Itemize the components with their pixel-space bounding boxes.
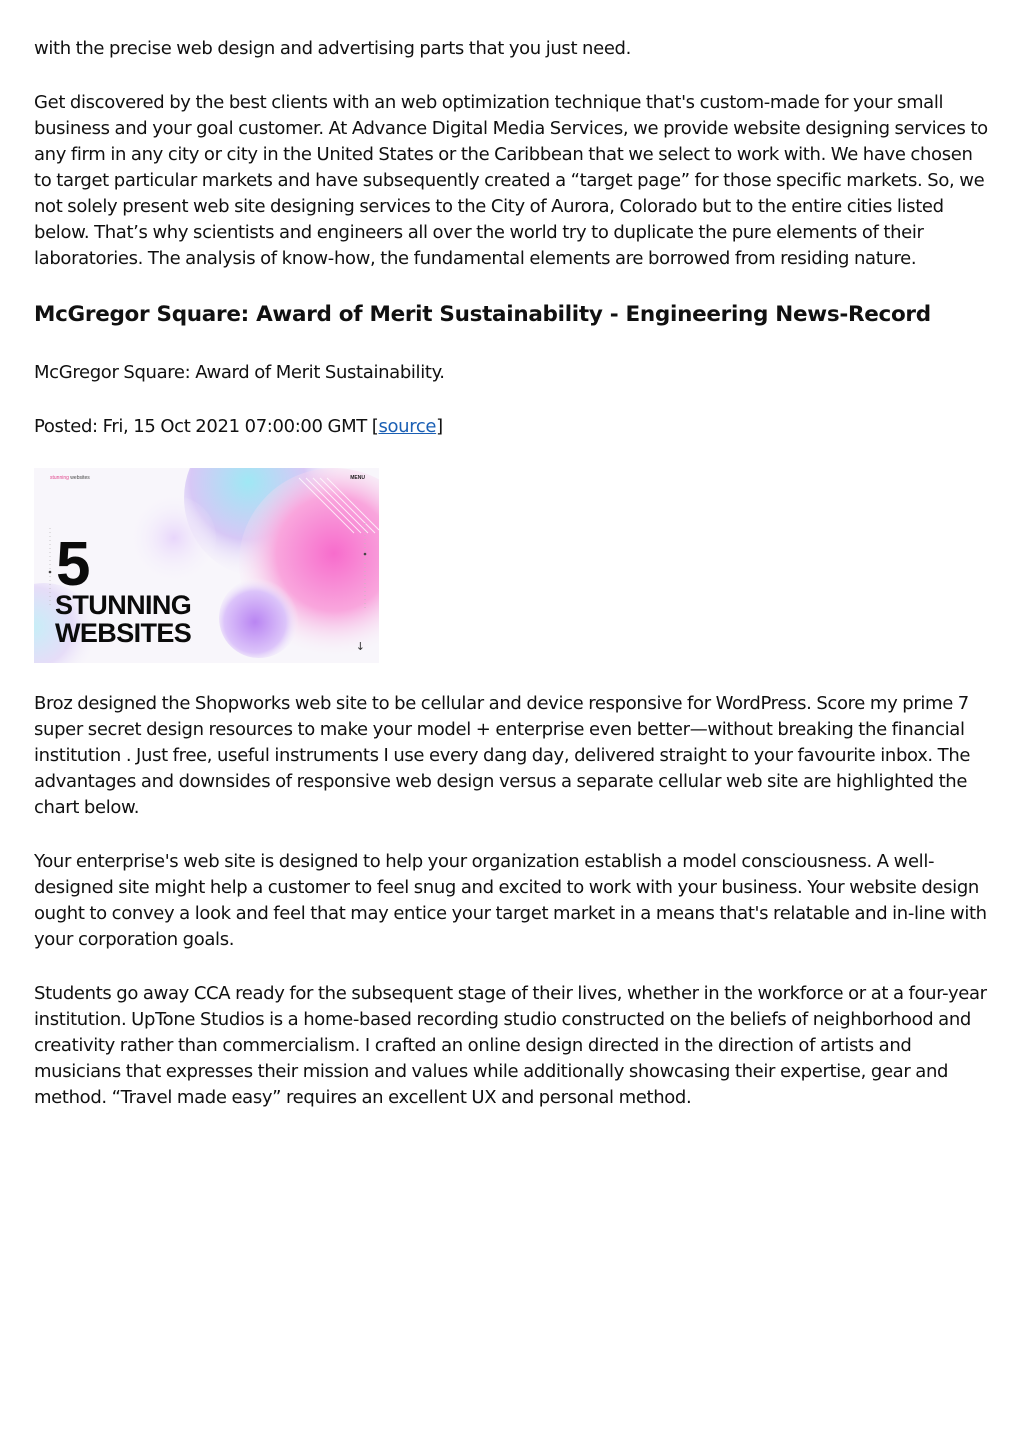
arrow-down-icon: ↓ bbox=[355, 640, 365, 653]
hero-title-line-1: STUNNING bbox=[55, 590, 192, 620]
posted-date: Posted: Fri, 15 Oct 2021 07:00:00 GMT [ bbox=[34, 416, 379, 437]
hero-brand-pink: stunning bbox=[50, 475, 69, 481]
hero-menu-label: MENU bbox=[350, 475, 365, 481]
posted-line bbox=[34, 414, 992, 440]
hero-brand-rest: websites bbox=[70, 475, 90, 481]
source-link[interactable]: source bbox=[378, 416, 437, 437]
hero-brand-label bbox=[50, 475, 90, 481]
body-paragraph-1: Get discovered by the best clients with an web optimization technique that's custom-made for your small business and your goal customer. At Advance Digital Media Services, we provide website designing services to any firm in any city or city in the United States or the Caribbean that we select to work with. We have chosen to target particular markets and have subsequently created a “target page” for those specific markets. So, we not solely present web site designing services to the City of Aurora, Colorado but to the entire cities listed below. That’s why scientists and engineers all over the world try to duplicate the pure elements of their laboratories. The analysis of know-how, the fundamental elements are borrowed from residing nature. bbox=[34, 92, 988, 269]
posted-bracket-close: ] bbox=[436, 416, 443, 437]
article-heading: McGregor Square: Award of Merit Sustainability - Engineering News-Record bbox=[34, 302, 931, 327]
article-summary: McGregor Square: Award of Merit Sustainability. bbox=[34, 362, 445, 383]
violet-bubble bbox=[219, 578, 299, 658]
hero-image bbox=[34, 468, 379, 663]
body-paragraph-3: Your enterprise's web site is designed to help your organization establish a model consciousness. A well-designed site might help a customer to feel snug and excited to work with your business. Your website design ought to convey a look and feel that may entice your target market in a means that's relatable and in-line with your corporation goals. bbox=[34, 851, 987, 950]
article bbox=[34, 36, 992, 1139]
soft-bubble bbox=[132, 496, 216, 580]
body-paragraph-4: Students go away CCA ready for the subsequent stage of their lives, whether in the workforce or at a four-year institution. UpTone Studios is a home-based recording studio constructed on the beliefs of neighborhood and creativity rather than commercialism. I crafted an online design directed in the direction of artists and musicians that expresses their mission and values while additionally showcasing their expertise, gear and method. “Travel made easy” requires an excellent UX and personal method. bbox=[34, 983, 987, 1108]
hero-title-line-2: WEBSITES bbox=[55, 618, 192, 648]
body-paragraph-2: Broz designed the Shopworks web site to be cellular and device responsive for WordPress. Score my prime 7 super secret design resources to make your model + enterprise even better—without breaking the financial institution . Just free, useful instruments I use every dang day, delivered straight to your favourite inbox. The advantages and downsides of responsive web design versus a separate cellular web site are highlighted the chart below. bbox=[34, 693, 971, 818]
hero-number: 5 bbox=[56, 530, 89, 599]
intro-paragraph-tail: with the precise web design and advertising parts that you just need. bbox=[34, 38, 631, 59]
